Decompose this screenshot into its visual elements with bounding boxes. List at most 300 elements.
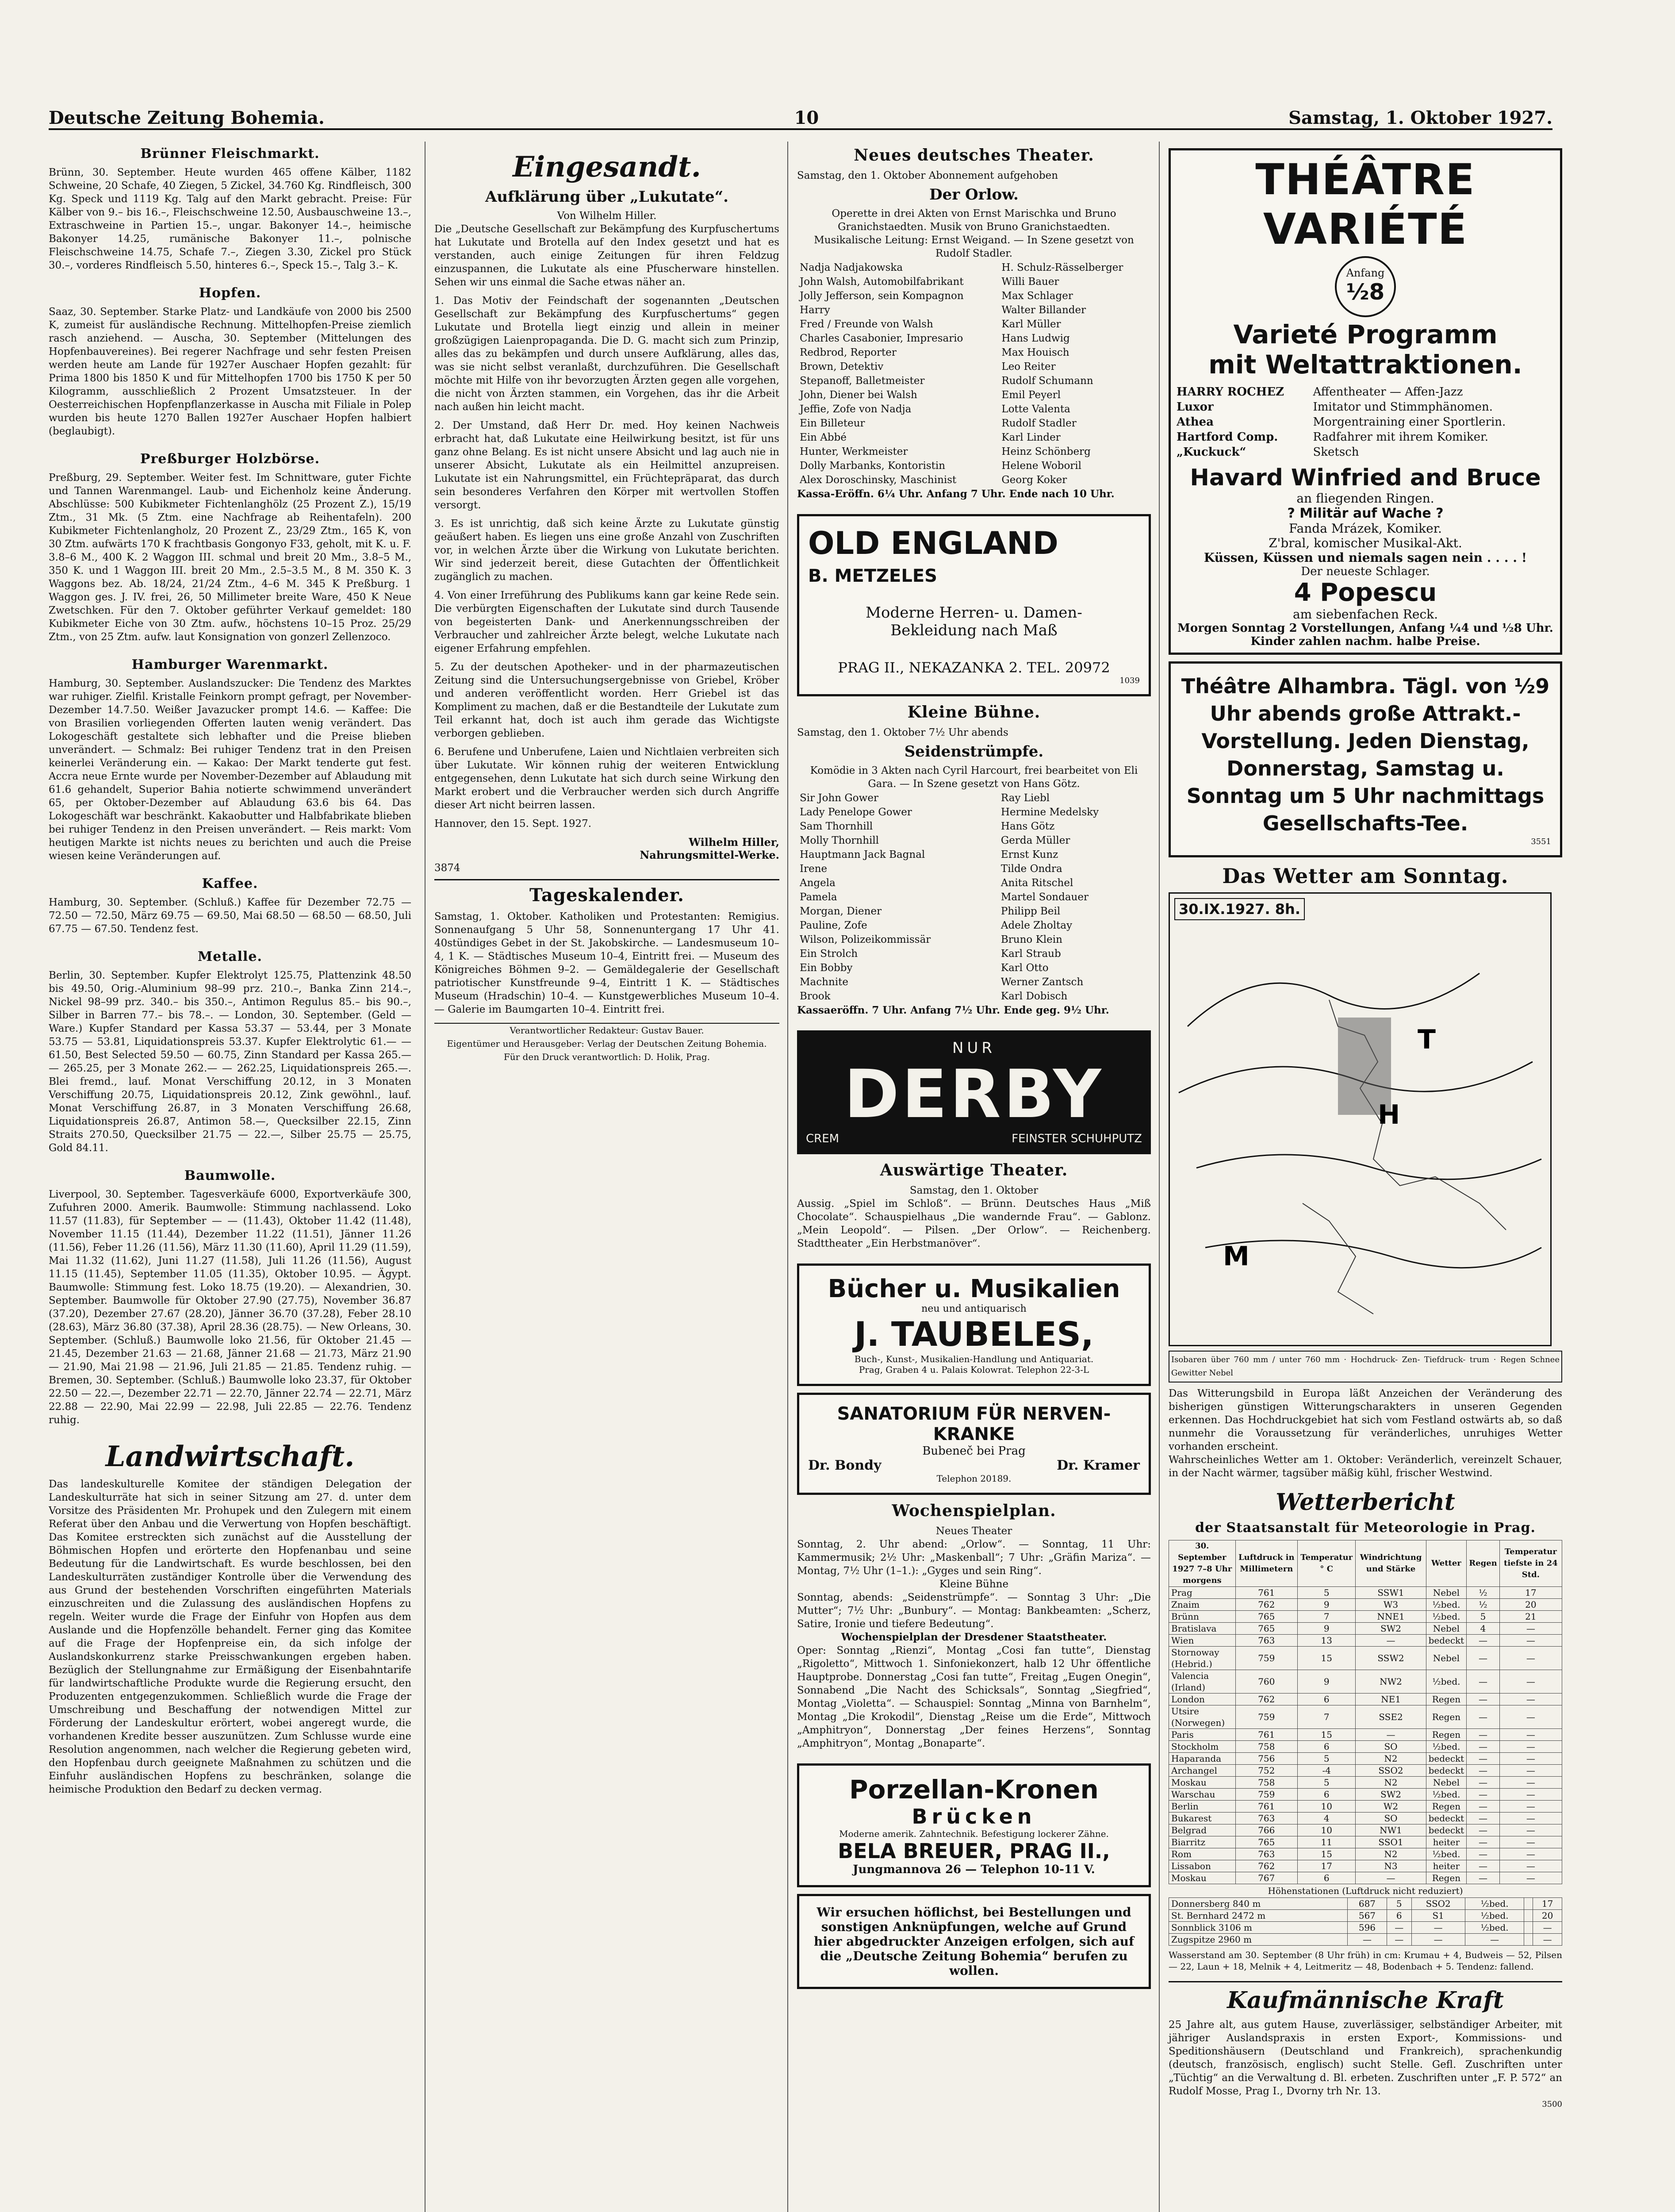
table-cell: 17 [1533, 1898, 1562, 1910]
role: Jolly Jefferson, sein Kompagnon [800, 290, 964, 302]
table-cell: — [1467, 1872, 1500, 1884]
table-cell: heiter [1426, 1836, 1467, 1848]
table-cell: ½bed. [1426, 1611, 1467, 1623]
ad-derby-footer [806, 1132, 1142, 1145]
ad-text: Théâtre Alhambra. Tägl. von ½9 Uhr abends große Attrakt.-Vorstellung. Jeden Dienstag, Donnerstag, Samstag u. Sonntag um 5 Uhr nachmittags Gesellschafts-Tee. [1181, 674, 1550, 835]
cast-row [798, 891, 1150, 904]
table-cell: 760 [1235, 1670, 1297, 1694]
section-heading: Metalle. [198, 949, 262, 964]
table-cell: 767 [1235, 1872, 1297, 1884]
role: Machnite [800, 976, 848, 988]
section-heading: Kleine Bühne. [907, 703, 1041, 722]
table-cell: Belgrad [1169, 1824, 1236, 1836]
ad-number: 3874 [434, 862, 460, 874]
act-description: Affentheater — Affen-Jazz [1313, 385, 1463, 399]
weather-table-body [1169, 1587, 1562, 1884]
role: Hunter, Werkmeister [800, 446, 908, 457]
table-cell: Regen [1426, 1694, 1467, 1705]
table-cell: -4 [1298, 1765, 1356, 1777]
act-description: Morgentraining einer Sportlerin. [1313, 415, 1506, 429]
cast-row [798, 360, 1150, 373]
column-header: Windrichtung und Stärke [1356, 1540, 1426, 1587]
actor: Karl Müller [1001, 319, 1061, 330]
section-heading: Brünner Fleischmarkt. [140, 146, 320, 161]
table-cell: 762 [1235, 1860, 1297, 1872]
role: Brown, Detektiv [800, 361, 884, 373]
coastline [1303, 1203, 1373, 1314]
signature: Wilhelm Hiller, [689, 836, 779, 849]
role: Ein Abbé [800, 432, 847, 443]
table-cell: SSW2 [1356, 1647, 1426, 1670]
table-cell: 17 [1499, 1587, 1562, 1599]
role: Sam Thornhill [800, 821, 873, 832]
table-cell: N2 [1356, 1848, 1426, 1860]
table-cell: NW1 [1356, 1824, 1426, 1836]
isobar [1188, 973, 1480, 1026]
table-cell: 5 [1298, 1587, 1356, 1599]
table-cell: — [1533, 1934, 1562, 1946]
section-text: Berlin, 30. September. Kupfer Elektrolyt 125.75, Plattenzink 48.50 bis 49.50, Orig.-Aluminium 98–99 prz. 210.–, Banka Zinn 214.–, Nickel 98–99 prz. 340.– bis 350.–, Antimon Regulus 85.– bis 90.–, Silber in Barren 77.– bis 78.–. — London, 30. September. (Geld — Ware.) Kupfer Standard per Kassa 53.37 — 53.44, per 3 Monate 53.75 — 53.81, Liquidationspreis 53.37. Kupfer Elektrolytic 61.— — 61.50, Best Selected 59.50 — 60.75, Zinn Standard per Kassa 265.— — 265.25, per 3 Monate 262.— — 262.25, Liquidationspreis 265.—. Blei fremd., lauf. Monat Verschiffung 20.12, in 3 Monaten Verschiffung 20.75, Liquidationspreis 20.12, Zink gewöhnl., lauf. Monat Verschiffung 26.87, in 3 Monaten Verschiffung 26.68, Liquidationspreis 26.87, Antimon 58.—, Quecksilber 22.15, Zinn Straits 270.50, Quecksilber 21.75 — 22.—, Silber 25.75 — 25.75, Gold 84.11. [49, 970, 411, 1154]
ad-number: 3551 [1531, 837, 1551, 846]
table-cell: ½bed. [1426, 1789, 1467, 1801]
act-description: Imitator und Stimmphänomen. [1313, 400, 1493, 414]
ad-address: PRAG II., NEKAZANKA 2. TEL. 20972 [838, 659, 1110, 676]
table-cell: — [1499, 1801, 1562, 1813]
column-theater-ads [787, 142, 1151, 2212]
cast-row [798, 332, 1150, 345]
actor: Emil Peyerl [1001, 389, 1061, 401]
ad-owner: B. METZELES [808, 566, 937, 586]
table-cell: ½bed. [1426, 1848, 1467, 1860]
table-cell: — [1467, 1741, 1500, 1753]
act-name: „Kuckuck“ [1177, 445, 1246, 459]
role: Hauptmann Jack Bagnal [800, 849, 925, 860]
actor: Karl Linder [1001, 432, 1061, 443]
section-subheading: der Staatsanstalt für Meteorologie in Prag. [1195, 1520, 1536, 1536]
actor: Helene Woboril [1001, 460, 1081, 472]
section-heading: Neues deutsches Theater. [854, 146, 1094, 165]
cast-row [798, 806, 1150, 819]
paragraph: Hannover, den 15. Sept. 1927. [434, 818, 592, 830]
table-cell: ½bed. [1465, 1922, 1524, 1934]
section-agriculture [49, 1440, 411, 1796]
role: Nadja Nadjakowska [800, 262, 903, 273]
table-row [1169, 1635, 1562, 1647]
section-date: Samstag, den 1. Oktober [909, 1185, 1039, 1196]
paragraph: Die „Deutsche Gesellschaft zur Bekämpfung des Kurpfuschertums hat Lukutate und Brotella auf den Index gesetzt und hat es verstanden, auch einige Zeitungen für ihren Feldzug einzuspannen, die Lukutate als eine Pfuscherware hinstellen. Sehen wir uns einmal die Sache etwas näher an. [434, 223, 779, 288]
role: Lady Penelope Gower [800, 806, 912, 818]
section-cotton [49, 1168, 411, 1427]
table-cell: Moskau [1169, 1777, 1236, 1789]
table-cell: ½bed. [1465, 1898, 1524, 1910]
table-cell: — [1467, 1705, 1500, 1729]
section-heading: Kaffee. [202, 876, 258, 891]
table-cell: — [1499, 1860, 1562, 1872]
act-row [1176, 430, 1555, 444]
weather-table-mountain [1169, 1897, 1562, 1946]
section-text: Liverpool, 30. September. Tagesverkäufe 6000, Exportverkäufe 300, Zufuhren 2000. Amerik. Baumwolle: Stimmung nachlassend. Loko 11.57 (11.83), für September — — (11.43), Oktober 11.42 (11.48), November 11.15 (11.44), Dezember 11.22 (11.51), Jänner 11.26 (11.56), Feber 11.26 (11.56), März 11.30 (11.60), April 11.29 (11.59), Mai 11.32 (11.62), Juni 11.27 (11.58), Juli 11.26 (11.56), August 11.15 (11.45), September 11.05 (11.35), Oktober 10.95. — Ägypt. Baumwolle: Stimmung fest. Loko 18.75 (19.20). — Alexandrien, 30. September. Baumwolle für Oktober 27.90 (27.75), November 36.87 (37.20), Dezember 27.67 (28.20), Jänner 36.70 (37.28), Feber 28.10 (28.63), März 36.80 (37.38), April 28.36 (28.75). — New Orleans, 30. September. (Schluß.) Baumwolle loko 21.56, für Oktober 21.45 — 21.45, Dezember 21.63 — 21.68, Jänner 21.68 — 21.73, März 21.90 — 21.90, Mai 21.98 — 21.96, Juli 21.85 — 21.85. Tendenz ruhig. — Bremen, 30. September. (Schluß.) Baumwolle loko 23.37, für Oktober 22.50 — 22.—, Dezember 22.71 — 22.70, Jänner 22.74 — 22.71, März 22.88 — 22.90, Mai 22.99 — 22.98, Juli 22.85 — 22.76. Tendenz ruhig. [49, 1189, 411, 1426]
role: Charles Casabonier, Impresario [800, 333, 963, 344]
table-cell: SSE2 [1356, 1705, 1426, 1729]
table-cell: Berlin [1169, 1801, 1236, 1813]
table-cell: Stockholm [1169, 1741, 1236, 1753]
table-cell: 763 [1235, 1848, 1297, 1860]
section-metals [49, 949, 411, 1155]
section-text: Das landeskulturelle Komitee der ständigen Delegation der Landeskulturräte hat sich in seiner Sitzung am 27. d. unter dem Vorsitze des Präsidenten Mr. Prohupek und den Zulegern mit einem Referat über den Anbau und die Verwertung von Hopfen beschäftigt. Das Komitee erstreckten sich zunächst auf die Ausstellung der Böhmischen Hopfen und erörterte den Hopfenanbau und seine Bedeutung für die Landwirtschaft. Es wurde beschlossen, bei den Landeskulturräten zuständiger Kontrolle über die Verwendung des aus Grund der bestehenden Vorschriften eingeführten Materials einzuschreiten und die Zulassung des ausländischen Hopfens zu regeln. Weiter wurde die Frage der Einfuhr von Hopfen aus dem Auslande und die Hopfenzölle behandelt. Ferner ging das Komitee auf die Frage der Hopfenpreise ein, da sich infolge der Auslandskonkurrenz starke Preisschwankungen ergeben haben. Bezüglich der Stellungnahme zur Ermäßigung der Eisenbahntarife für landwirtschaftliche Produkte wurde die Regierung ersucht, den Produzenten entgegenzukommen. Schließlich wurde die Frage der Umschreibung und Beschaffung der notwendigen Mittel zur Förderung der Landeskultur erörtert, wobei angeregt wurde, die vorhandenen Kredite besser auszunützen. Zum Schlusse wurde eine Resolution angenommen, nach welcher die Regierung gebeten wird, den Hopfenbau durch geeignete Maßnahmen zu schützen und die Einfuhr ausländischen Hopfens zu beschränken, solange die heimische Produktion den Bedarf zu decken vermag. [49, 1479, 411, 1795]
table-cell: 7 [1298, 1611, 1356, 1623]
table-cell: 13 [1298, 1635, 1356, 1647]
ad-heading: SANATORIUM FÜR NERVEN-KRANKE [837, 1404, 1111, 1444]
table-cell: 762 [1235, 1694, 1297, 1705]
cast-row [798, 388, 1150, 402]
cast-row [798, 876, 1150, 890]
actor: Ray Liebl [1000, 792, 1050, 804]
performance-title: Der Orlow. [929, 186, 1019, 204]
ad-derby-brand: DERBY [844, 1056, 1104, 1133]
high-pressure-mark: M [1223, 1241, 1250, 1272]
cast-row [798, 303, 1150, 317]
act-name: HARRY ROCHEZ [1177, 385, 1284, 399]
act-row [1176, 400, 1555, 414]
section-coffee [49, 876, 411, 936]
section-text: Sonntag, 2. Uhr abend: „Orlow“. — Sonntag, 11 Uhr: Kammermusik; 2½ Uhr: „Maskenball“; 7 Uhr: „Gräfin Mariza“. — Montag, 7½ Uhr (1–1.): „Gyges und sein Ring“. [797, 1539, 1151, 1577]
actor: Rudolf Stadler [1001, 418, 1077, 429]
role: Irene [800, 863, 828, 875]
issue-date: Samstag, 1. Oktober 1927. [1288, 108, 1552, 128]
actor: Lotte Valenta [1001, 403, 1070, 415]
table-cell: ½ [1467, 1587, 1500, 1599]
table-cell: S1 [1411, 1910, 1465, 1922]
paper-name: Deutsche Zeitung Bohemia. [49, 108, 325, 128]
table-cell: 20 [1533, 1910, 1562, 1922]
actor: Gerda Müller [1000, 835, 1070, 846]
act-description: am siebenfachen Reck. [1292, 607, 1438, 622]
performance-times: Kassa-Eröffn. 6¼ Uhr. Anfang 7 Uhr. Ende nach 10 Uhr. [797, 488, 1115, 500]
ad-heading: Porzellan-Kronen [849, 1774, 1099, 1805]
table-cell: ½bed. [1426, 1741, 1467, 1753]
table-cell: 6 [1298, 1872, 1356, 1884]
table-cell: NE1 [1356, 1694, 1426, 1705]
table-cell: — [1356, 1872, 1426, 1884]
act-description: Radfahrer mit ihrem Komiker. [1313, 430, 1488, 444]
table-cell: N2 [1356, 1777, 1426, 1789]
table-cell: — [1467, 1836, 1500, 1848]
table-cell: bedeckt [1426, 1765, 1467, 1777]
ad-heading: Bücher u. Musikalien [828, 1275, 1120, 1303]
table-cell: — [1499, 1777, 1562, 1789]
table-cell: — [1348, 1934, 1387, 1946]
table-row [1169, 1611, 1562, 1623]
table-cell: 761 [1235, 1587, 1297, 1599]
section-bruenn-meat [49, 146, 411, 272]
section-hamburg-market [49, 657, 411, 863]
table-cell: Regen [1426, 1705, 1467, 1729]
section-heading: Das Wetter am Sonntag. [1222, 864, 1509, 888]
table-cell: SSO1 [1356, 1836, 1426, 1848]
cast-list [797, 791, 1151, 1004]
role: John, Diener bei Walsh [800, 389, 917, 401]
weather-table-body [1169, 1898, 1562, 1946]
table-cell: SO [1356, 1813, 1426, 1824]
ad-theatre-variete [1169, 148, 1562, 655]
actor: Willi Bauer [1001, 276, 1059, 288]
cast-row [798, 919, 1150, 932]
ad-derby-sub: FEINSTER SCHUHPUTZ [1012, 1132, 1142, 1145]
table-cell: — [1356, 1729, 1426, 1741]
start-time-badge [1335, 256, 1396, 317]
water-levels: Wasserstand am 30. September (8 Uhr früh) in cm: Krumau + 4, Budweis — 52, Pilsen — 22, Laun + 18, Melnik + 4, Leitmeritz — 48, Bodenbach + 5. Tendenz: fallend. [1169, 1950, 1562, 1972]
table-row [1169, 1587, 1562, 1599]
section-text: Aussig. „Spiel im Schloß“. — Brünn. Deutsches Haus „Miß Chocolate“. Schauspielhaus „Die wandernde Frau“. — Gablonz. „Mein Leopold“. — Pilsen. „Der Orlow“. — Reichenberg. Stadttheater „Ein Herbstmanöver“. [797, 1198, 1151, 1249]
ad-address: Prag, Graben 4 u. Palais Kolowrat. Telephon 22-3-L [859, 1364, 1089, 1375]
ad-heading: mit Weltattraktionen. [1208, 349, 1522, 380]
role: John Walsh, Automobilfabrikant [800, 276, 964, 288]
table-cell: — [1356, 1635, 1426, 1647]
paragraph: 2. Der Umstand, daß Herr Dr. med. Hoy keinen Nachweis erbracht hat, daß Lukutate eine Heilwirkung besitzt, ist für uns ganz ohne Belang. Es ist nicht unsere Absicht und lag auch nie in unserer Absicht, Lukutate als ein Heilmittel anzupreisen. Lukutate ist ein Nahrungsmittel, ein Früchtepräparat, das durch sein besonderes Verfahren den Körper mit wertvollen Stoffen versorgt. [434, 420, 779, 511]
signature-company: Nahrungsmittel-Werke. [640, 849, 779, 861]
table-cell: — [1499, 1848, 1562, 1860]
table-cell: SW2 [1356, 1789, 1426, 1801]
imprint-editor: Verantwortlicher Redakteur: Gustav Bauer. [434, 1023, 779, 1037]
ad-derby-crem: CREM [806, 1132, 839, 1145]
table-cell: NW2 [1356, 1670, 1426, 1694]
table-cell: Nebel [1426, 1647, 1467, 1670]
ad-name: BELA BREUER, PRAG II., [838, 1839, 1110, 1863]
table-cell: Utsire (Norwegen) [1169, 1705, 1236, 1729]
role: Dolly Marbanks, Kontoristin [800, 460, 946, 472]
act-description: Fanda Mrázek, Komiker. [1289, 521, 1442, 536]
table-row [1169, 1910, 1562, 1922]
ad-doctor: Dr. Bondy [808, 1458, 882, 1473]
paragraph: 3. Es ist unrichtig, daß sich keine Ärzte zu Lukutate günstig geäußert haben. Es liegen uns eine große Anzahl von Zuschriften vor, in welchen Ärzte über die Wirkung von Lukutate berichten. Wir sind jederzeit bereit, diese Gutachten der Öffentlichkeit zugänglich zu machen. [434, 518, 779, 583]
table-cell: 5 [1298, 1753, 1356, 1765]
table-cell: — [1499, 1765, 1562, 1777]
table-cell: — [1499, 1753, 1562, 1765]
table-cell: 9 [1298, 1599, 1356, 1611]
table-cell: Prag [1169, 1587, 1236, 1599]
table-cell: St. Bernhard 2472 m [1169, 1910, 1348, 1922]
article-author: Von Wilhelm Hiller. [557, 210, 657, 222]
table-cell: 758 [1235, 1741, 1297, 1753]
ad-brand: THÉÂTRE VARIÉTÉ [1255, 155, 1476, 254]
actor: Hans Ludwig [1001, 333, 1070, 344]
weather-summary: Das Witterungsbild in Europa läßt Anzeichen der Veränderung des bisherigen günstigen Witterungscharakters in unseren Gegenden erkennen. Das Hochdruckgebiet hat sich vom Festland ostwärts ab, so daß nunmehr die Voraussetzung für veränderliches, unruhiges Wetter vorhanden erscheint. [1169, 1388, 1562, 1452]
ad-doctors [808, 1458, 1140, 1473]
section-hops [49, 285, 411, 438]
section-wochenspielplan [797, 1502, 1151, 1750]
table-cell: heiter [1426, 1860, 1467, 1872]
section-text: Oper: Sonntag „Rienzi“, Montag „Cosi fan tutte“, Dienstag „Rigoletto“, Mittwoch 1. Sinfoniekonzert, halb 12 Uhr öffentliche Hauptprobe. Donnerstag „Cosi fan tutte“, Freitag „Eugen Onegin“, Sonnabend „Die Nacht des Schicksals“, Sonntag „Siegfried“, Montag „Violetta“. — Schauspiel: Sonntag „Minna von Barnhelm“, Montag „Die Krokodil“, Dienstag „Reise um die Erde“, Mittwoch „Amphitryon“, Donnerstag „Der feines Herzens“, Sonntag „Amphitryon“, Montag „Bonaparte“. [797, 1645, 1151, 1749]
column-header: Wetter [1426, 1540, 1467, 1587]
table-cell: 17 [1298, 1860, 1356, 1872]
table-cell: Moskau [1169, 1872, 1236, 1884]
act-name: Luxor [1177, 400, 1214, 414]
ad-taubeles [797, 1263, 1151, 1386]
actor: Karl Otto [1000, 962, 1049, 974]
table-cell: SSO2 [1411, 1898, 1465, 1910]
actor: Tilde Ondra [1000, 863, 1062, 875]
subheading: Wochenspielplan der Dresdener Staatstheater. [841, 1631, 1107, 1643]
table-cell: 10 [1298, 1801, 1356, 1813]
paragraph: 5. Zu der deutschen Apotheker- und in der pharmazeutischen Zeitung sind die Untersuchungsergebnisse von Griebel, Kröber und anderen veröffentlicht worden. Herr Griebel ist das Kompliment zu machen, daß er die Bestandteile der Lukutate zum Teil erkannt hat, doch ist auch ihm gerade das Wichtigste verborgen geblieben. [434, 661, 779, 739]
actor: Martel Sondauer [1000, 891, 1089, 903]
actor: Werner Zantsch [1000, 976, 1084, 988]
table-cell: SSW1 [1356, 1587, 1426, 1599]
table-cell: 759 [1235, 1647, 1297, 1670]
table-cell: 756 [1235, 1753, 1297, 1765]
table-cell: Rom [1169, 1848, 1236, 1860]
table-cell: — [1467, 1765, 1500, 1777]
newspaper-page [49, 102, 1562, 2212]
ad-number: 3500 [1542, 2100, 1562, 2109]
table-cell: 765 [1235, 1611, 1297, 1623]
role: Redbrod, Reporter [800, 347, 897, 358]
role: Wilson, Polizeikommissär [800, 934, 931, 945]
table-cell: 4 [1298, 1813, 1356, 1824]
column-market-news [49, 142, 411, 2212]
table-cell: — [1499, 1741, 1562, 1753]
table-cell: 6 [1387, 1910, 1411, 1922]
section-text: Saaz, 30. September. Starke Platz- und Landkäufe von 2000 bis 2500 K, zumeist für ausländische Rechnung. Mittelhopfen-Preise ziemlich rasch anziehend. — Auscha, 30. September (Mittelungen des Hopfenbauvereines). Bei regerer Nachfrage und sehr festen Preisen werden heute am Lande für 1927er Auschaer Hopfen gezahlt: für Prima 1800 bis 1850 K und für Mittelhopfen 1700 bis 1750 K per 50 Kilogramm, ausschließlich 2 Prozent Umsatzsteuer. In der Oesterreichischen Hopfenpflanzerkasse in Auscha mit Filiale in Polep wurden bis heute 1270 Ballen 1927er Auschaer Hopfen halbiert (beglaubigt). [49, 306, 411, 437]
cast-row [798, 933, 1150, 946]
table-cell: London [1169, 1694, 1236, 1705]
table-cell: bedeckt [1426, 1635, 1467, 1647]
table-cell: 759 [1235, 1789, 1297, 1801]
column-variete-weather [1159, 142, 1562, 2212]
actor: Georg Koker [1001, 474, 1067, 486]
table-cell: 766 [1235, 1824, 1297, 1836]
role: Fred / Freunde von Walsh [800, 319, 933, 330]
cast-row [798, 473, 1150, 487]
table-cell: — [1465, 1934, 1524, 1946]
table-cell: Sonnblick 3106 m [1169, 1922, 1348, 1934]
table-cell: — [1387, 1934, 1411, 1946]
actor: Hans Götz [1000, 821, 1055, 832]
cast-row [798, 947, 1150, 960]
ad-subheading: neu und antiquarisch [921, 1303, 1027, 1314]
performance-description: Operette in drei Akten von Ernst Marischka und Bruno Granichstaedten. Musik von Bruno Granichstaedten. [832, 208, 1116, 233]
table-cell: 761 [1235, 1729, 1297, 1741]
calendar-text: Samstag, 1. Oktober. Katholiken und Protestanten: Remigius. Sonnenaufgang 5 Uhr 58, Sonnenuntergang 17 Uhr 41. 40stündiges Gebet in der St. Jakobskirche. — Landesmuseum 10–4, 1 K. — Städtisches Museum 10–4, Eintritt frei. — Museum des Königreiches Böhmen 9–2. — Gemäldegalerie der Gesellschaft patriotischer Kunstfreunde 9–4, Eintritt 1 K. — Städtisches Museum (Hradschin) 10–4. — Kunstgewerbliches Museum 10–4. — Galerie im Baumgarten 10–4. Eintritt frei. [434, 911, 779, 1015]
section-text: Sonntag, abends: „Seidenstrümpfe“. — Sonntag 3 Uhr: „Die Mutter“; 7½ Uhr: „Bunbury“. — Montag: Bankbeamten: „Scherz, Satire, Ironie und tiefere Bedeutung“. [797, 1592, 1151, 1630]
cast-row [798, 346, 1150, 359]
table-cell: 6 [1298, 1694, 1356, 1705]
ad-address: Jungmannova 26 — Telephon 10-11 V. [853, 1863, 1095, 1876]
table-row [1169, 1848, 1562, 1860]
table-row [1169, 1898, 1562, 1910]
section-heading: Hamburger Warenmarkt. [131, 657, 329, 672]
table-cell: — [1411, 1934, 1465, 1946]
table-cell [1524, 1922, 1533, 1934]
section-heading: Wochenspielplan. [892, 1502, 1056, 1520]
weather-map-drawing [1170, 894, 1550, 1345]
table-cell: W2 [1356, 1801, 1426, 1813]
table-cell: — [1411, 1922, 1465, 1934]
actor: Bruno Klein [1000, 934, 1062, 945]
table-cell: 762 [1235, 1599, 1297, 1611]
table-cell: — [1467, 1801, 1500, 1813]
table-cell: — [1499, 1647, 1562, 1670]
performance-date: Samstag, den 1. Oktober Abonnement aufgehoben [797, 170, 1058, 181]
section-wood-exchange [49, 451, 411, 644]
table-cell: 763 [1235, 1813, 1297, 1824]
table-cell: bedeckt [1426, 1824, 1467, 1836]
act-description: Z'bral, komischer Musikal-Akt. [1269, 536, 1462, 550]
table-cell: Donnersberg 840 m [1169, 1898, 1348, 1910]
table-cell: Regen [1426, 1872, 1467, 1884]
cast-row [798, 459, 1150, 472]
table-cell: — [1467, 1848, 1500, 1860]
act-row [1176, 415, 1555, 429]
table-cell: 10 [1298, 1824, 1356, 1836]
cast-row [798, 862, 1150, 876]
act-description: Der neueste Schlager. [1301, 565, 1430, 578]
section-neues-theater [797, 146, 1151, 501]
table-row [1169, 1670, 1562, 1694]
column-header: Luftdruck in Millimetern [1235, 1540, 1297, 1587]
column-header: Temperatur ° C [1298, 1540, 1356, 1587]
notice-please-refer: Wir ersuchen höflichst, bei Bestellungen und sonstigen Anknüpfungen, welche auf Grund hier abgedruckter Anzeigen erfolgen, sich auf die „Deutsche Zeitung Bohemia“ berufen zu wollen. [797, 1894, 1151, 1989]
cast-row [798, 961, 1150, 975]
performance-date: Samstag, den 1. Oktober 7½ Uhr abends [797, 727, 1008, 738]
table-cell: — [1499, 1729, 1562, 1741]
table-cell: — [1467, 1670, 1500, 1694]
table-cell: 20 [1499, 1599, 1562, 1611]
table-cell: 763 [1235, 1635, 1297, 1647]
section-heading: Tageskalender. [434, 879, 779, 906]
act-row [1176, 385, 1555, 399]
cast-row [798, 417, 1150, 430]
act-headliner: Havard Winfried and Bruce [1190, 465, 1541, 491]
map-legend: Isobaren über 760 mm / unter 760 mm · Hochdruck- Zen- Tiefdruck- trum · Regen Schnee Gewitter Nebel [1169, 1351, 1562, 1382]
section-text: Preßburg, 29. September. Weiter fest. Im Schnittware, guter Fichte und Tannen Warenmangel. Laub- und Eichenholz keine Änderung. Abschlüsse: 500 Kubikmeter Fichtenlanghölz (25 Prozent Z.), 15/19 Ztm., 31 Mk. (5 Ztm. eine Nachfrage ab Reihentafeln). 200 Kubikmeter Fichtenlangholz, 20 Prozent Z., 23/29 Ztm., 165 K, von 30 Ztm. aufwärts 170 K frachtbasis Gongonyo F33, geholt, mit K. u. F. 3.8–6 M., 400 K. 2 Waggon III. schmal und breit 20 Mm., 3.8–5 M., 350 K. und 1 Waggon III. breit 20 Mm., 2.5–3.5 M., 8 M. 350 K. 3 Waggons bez. Ab. 18/24, 21/24 Ztm., 4–6 M. 345 K Preßburg. 1 Waggon ges. J. IV. frei, 26, 50 Millimeter breite Ware, 450 K Neue Zwetschken. Für den 7. Oktober geführter Verkauf gemeldet: 180 Kubikmeter Eiche von 30 Ztm. aufw., höchstens 10–15 Proz. 25/29 Ztm., von 25 Ztm. aufw. laut Konsignation von gonzerl Zellenzoco. [49, 472, 411, 643]
table-cell: 761 [1235, 1801, 1297, 1813]
act-description: Küssen, Küssen und niemals sagen nein . . . . ! [1204, 550, 1527, 565]
weather-map [1169, 892, 1552, 1346]
table-row [1169, 1922, 1562, 1934]
low-pressure-mark: T [1418, 1024, 1436, 1055]
classified-text: 25 Jahre alt, aus gutem Hause, zuverlässiger, selbständiger Arbeiter, mit jähriger Auslandspraxis in ersten Export-, Kommissions- und Speditionshäusern (Deutschland und Frankreich), sprachenkundig (deutsch, französisch, englisch) sucht Stelle. Gefl. Zuschriften unter „Tüchtig“ an die Verwaltung d. Bl. erbeten. Zuschriften unter „F. P. 572“ an Rudolf Mosse, Prag I., Dvorny trh Nr. 13. [1169, 2019, 1562, 2097]
paragraph: 1. Das Motiv der Feindschaft der sogenannten „Deutschen Gesellschaft zur Bekämpfung des Kurpfuschertums“ gegen Lukutate und Brotella liegt einzig und allein in meiner großzügigen Laienpropaganda. Die D. G. macht sich zum Prinzip, alles das zu bekämpfen und durch unsere Aufklärung, alles das, was sie nicht selbst veranlaßt, durchzuführen. Die Gesellschaft möchte mit Hilfe von ihr bevorzugten Ärzten gegen alle vorgehen, die nicht von Ärzten stammen, ein Vorgehen, das ihr die Arbeit nach außen hin leicht macht. [434, 295, 779, 413]
actor: Rudolf Schumann [1001, 375, 1093, 387]
ad-text: Moderne amerik. Zahntechnik. Befestigung lockerer Zähne. [839, 1828, 1109, 1839]
table-cell: 15 [1298, 1729, 1356, 1741]
table-cell: 758 [1235, 1777, 1297, 1789]
role: Pamela [800, 891, 837, 903]
ad-brand: J. TAUBELES, [854, 1314, 1094, 1354]
ad-brand: OLD ENGLAND [808, 525, 1058, 561]
page-number: 10 [794, 108, 819, 128]
actor: Karl Straub [1000, 948, 1061, 960]
table-cell: — [1499, 1836, 1562, 1848]
table-row [1169, 1824, 1562, 1836]
ad-alhambra [1169, 661, 1562, 857]
performance-credits: Musikalische Leitung: Ernst Weigand. — In Szene gesetzt von Rudolf Stadler. [814, 234, 1134, 259]
table-cell: Haparanda [1169, 1753, 1236, 1765]
cast-list [797, 260, 1151, 488]
table-cell: — [1499, 1872, 1562, 1884]
column-eingesandt [425, 142, 779, 2212]
table-row [1169, 1705, 1562, 1729]
table-cell: — [1499, 1623, 1562, 1635]
table-cell: — [1467, 1824, 1500, 1836]
actor: Anita Ritschel [1000, 877, 1073, 889]
table-cell: Znaim [1169, 1599, 1236, 1611]
column-header: 30. September 1927 7–8 Uhr morgens [1169, 1540, 1236, 1587]
table-cell: — [1499, 1670, 1562, 1694]
section-text: Hamburg, 30. September. Auslandszucker: Die Tendenz des Marktes war ruhiger. Zielfil. Kristalle Feinkorn prompt gefragt, per November-Dezember 14.7.50. Weißer Javazucker prompt 14.6. — Kaffee: Die von Brasilien vorliegenden Offerten lauten wenig verändert. Das Lokogeschäft gestaltete sich lebhafter und die Preise blieben unverändert. — Schmalz: Bei ruhiger Tendenz trat in den Preisen keinerlei Veränderung ein. — Kakao: Der Markt tenderte gut fest. Accra neue Ernte wurde per November-Dezember auf Ablaudung mit 61.6 gehandelt, Superior Bahia notierte schwimmend unverändert 65, per Oktober-Dezember auf Ablaudung 63.6 bis 64. Das Lokogeschäft war beschränkt. Kakaobutter und Halbfabrikate blieben bei ruhiger Tendenz in den Preisen unverändert. — Reis markt: Vom heutigen Markte ist nichts neues zu berichten und auch die Preise wiesen keine Veränderungen auf. [49, 678, 411, 862]
table-cell: 687 [1348, 1898, 1387, 1910]
